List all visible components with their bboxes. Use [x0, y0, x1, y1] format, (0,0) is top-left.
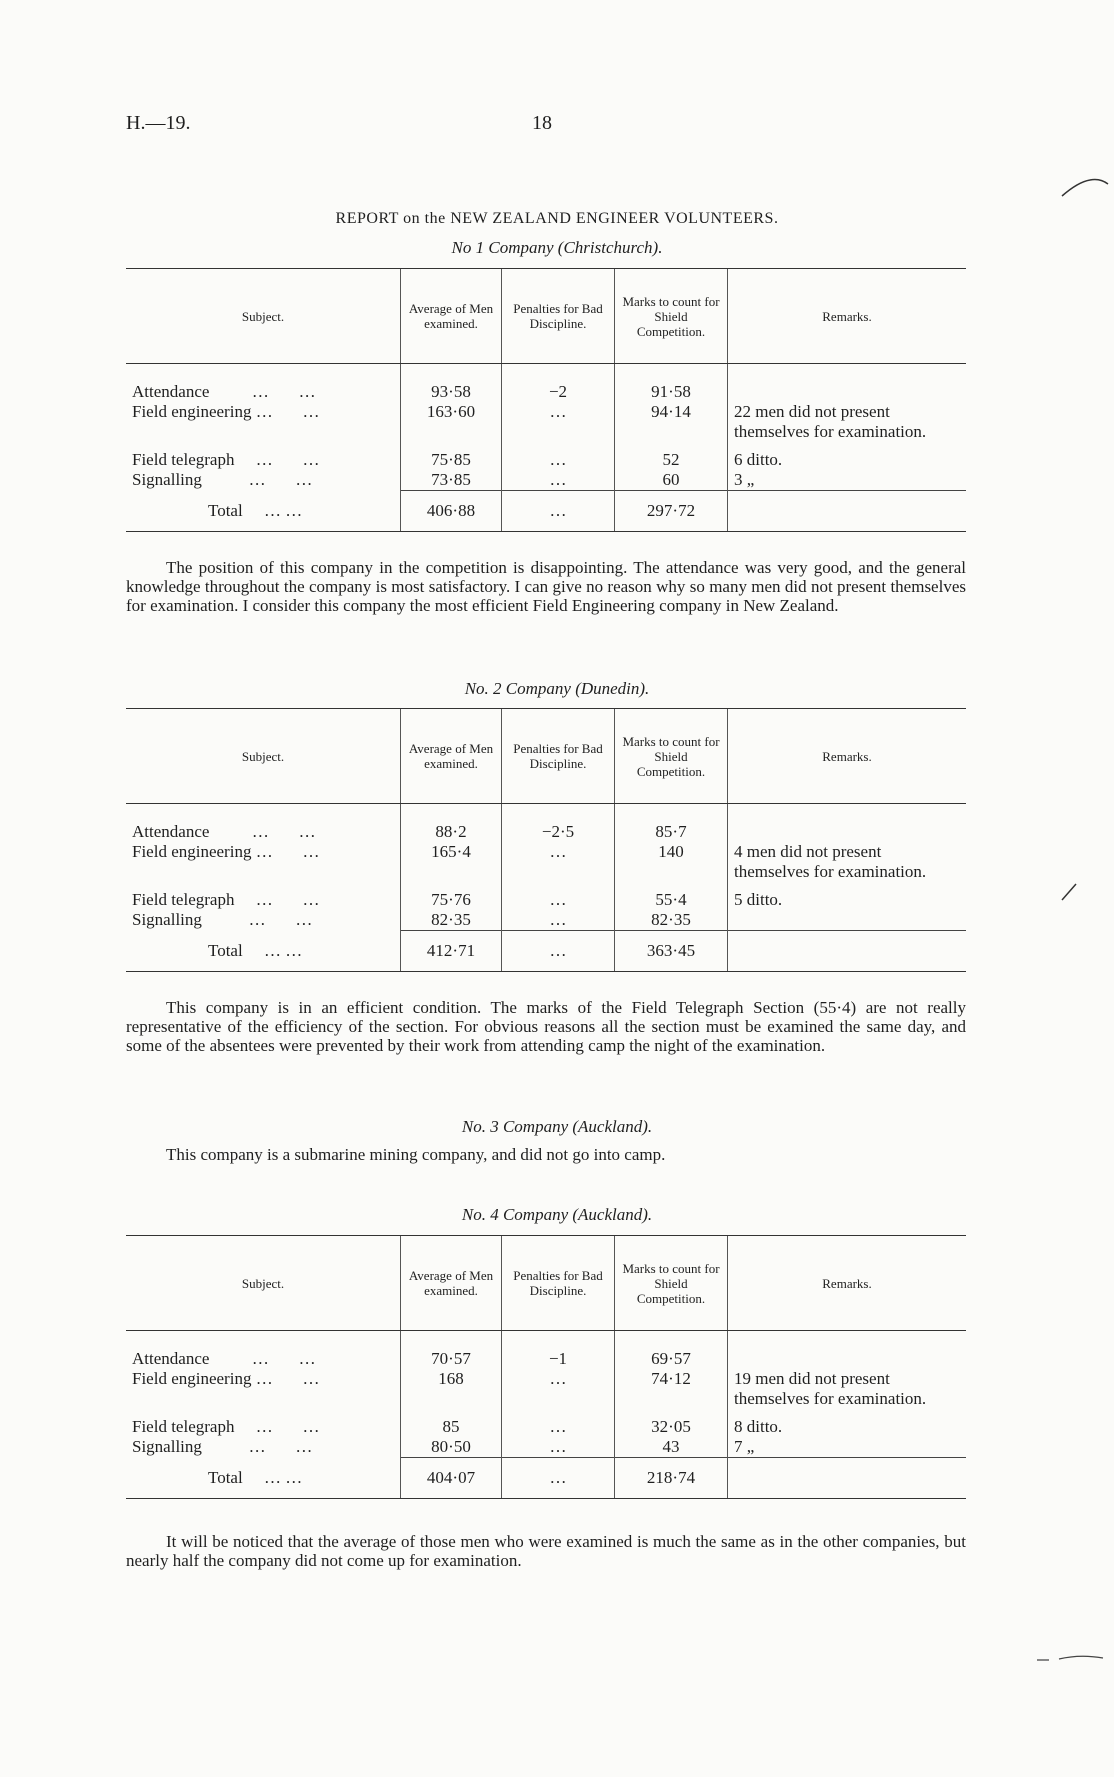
total-row	[126, 491, 966, 532]
total-marks: 297·72	[615, 491, 728, 532]
company-1-heading: No 1 Company (Christchurch).	[451, 238, 663, 257]
row-remarks: 8 ditto.	[728, 1417, 967, 1437]
row-subject: Signalling … …	[132, 910, 313, 929]
row-marks: 94·14	[615, 402, 728, 450]
row-marks: 55·4	[615, 890, 728, 910]
row-average: 70·57	[401, 1349, 502, 1369]
row-subject: Field engineering … …	[132, 402, 320, 421]
row-marks: 69·57	[615, 1349, 728, 1369]
column-subject: Subject.	[126, 269, 401, 364]
row-marks: 140	[615, 842, 728, 890]
row-subject: Attendance … …	[132, 382, 316, 401]
row-average: 80·50	[401, 1437, 502, 1458]
row-penalties: −2·5	[502, 822, 615, 842]
table-row	[126, 822, 966, 842]
report-title: REPORT on the NEW ZEALAND ENGINEER VOLUNTEERS.	[335, 210, 779, 227]
table-row	[126, 890, 966, 910]
total-penalties: …	[502, 491, 615, 532]
column-marks: Marks to count for Shield Competition.	[615, 1236, 728, 1331]
company-4-table	[126, 1235, 966, 1499]
row-average: 73·85	[401, 470, 502, 491]
table-row	[126, 1437, 966, 1458]
row-average: 75·76	[401, 890, 502, 910]
company-1-paragraph: The position of this company in the competition is disappointing. The attendance was very good, and the general knowledge throughout the company is most satisfactory. I can give no reason why so many men did not present themselves for examination. I consider this company the most efficient Field Engineering company in New Zealand.	[126, 558, 966, 615]
row-penalties: −1	[502, 1349, 615, 1369]
table-row	[126, 450, 966, 470]
company-4-heading: No. 4 Company (Auckland).	[461, 1205, 653, 1224]
margin-mark	[1060, 172, 1110, 202]
row-subject: Field telegraph … …	[132, 1417, 320, 1436]
margin-mark	[1060, 880, 1080, 904]
row-average: 165·4	[401, 842, 502, 890]
total-row	[126, 931, 966, 972]
row-average: 75·85	[401, 450, 502, 470]
row-subject: Signalling … …	[132, 1437, 313, 1456]
table-row	[126, 910, 966, 931]
row-remarks: 5 ditto.	[728, 890, 967, 910]
column-subject: Subject.	[126, 709, 401, 804]
table-row	[126, 1417, 966, 1437]
row-subject: Field telegraph … …	[132, 890, 320, 909]
total-leader-dots: … …	[263, 500, 303, 520]
company-2-heading: No. 2 Company (Dunedin).	[464, 679, 650, 698]
row-average: 85	[401, 1417, 502, 1437]
row-average: 88·2	[401, 822, 502, 842]
row-penalties: …	[502, 1417, 615, 1437]
total-average: 406·88	[401, 491, 502, 532]
page-header	[126, 112, 988, 142]
total-label: Total	[208, 1467, 243, 1487]
column-penalties: Penalties for Bad Discipline.	[502, 269, 615, 364]
total-penalties: …	[502, 931, 615, 972]
row-penalties: …	[502, 1437, 615, 1458]
column-average: Average of Men examined.	[401, 269, 502, 364]
table-row	[126, 402, 966, 450]
column-penalties: Penalties for Bad Discipline.	[502, 709, 615, 804]
total-label: Total	[208, 940, 243, 960]
company-3-paragraph: This company is a submarine mining company, and did not go into camp.	[166, 1145, 666, 1164]
row-remarks: 6 ditto.	[728, 450, 967, 470]
row-marks: 82·35	[615, 910, 728, 931]
column-average: Average of Men examined.	[401, 709, 502, 804]
row-remarks: 4 men did not present themselves for examination.	[728, 842, 967, 890]
row-remarks: 3 „	[728, 470, 967, 491]
row-marks: 74·12	[615, 1369, 728, 1417]
company-3-heading: No. 3 Company (Auckland).	[461, 1117, 653, 1136]
margin-mark	[1035, 1650, 1105, 1666]
table-row	[126, 1349, 966, 1369]
row-penalties: …	[502, 402, 615, 450]
row-penalties: …	[502, 842, 615, 890]
column-average: Average of Men examined.	[401, 1236, 502, 1331]
total-marks: 218·74	[615, 1458, 728, 1499]
company-2-table	[126, 708, 966, 972]
row-average: 93·58	[401, 382, 502, 402]
row-penalties: …	[502, 470, 615, 491]
total-leader-dots: … …	[263, 940, 303, 960]
table-row	[126, 470, 966, 491]
row-subject: Field engineering … …	[132, 1369, 320, 1388]
table-row	[126, 842, 966, 890]
column-remarks: Remarks.	[728, 1236, 967, 1331]
row-penalties: …	[502, 450, 615, 470]
row-marks: 91·58	[615, 382, 728, 402]
column-marks: Marks to count for Shield Competition.	[615, 709, 728, 804]
row-penalties: −2	[502, 382, 615, 402]
row-remarks: 22 men did not present themselves for examination.	[728, 402, 967, 450]
row-remarks	[728, 910, 967, 931]
document-code: H.—19.	[126, 112, 191, 134]
column-remarks: Remarks.	[728, 269, 967, 364]
total-marks: 363·45	[615, 931, 728, 972]
column-remarks: Remarks.	[728, 709, 967, 804]
company-4-paragraph: It will be noticed that the average of those men who were examined is much the same as in the other companies, but nearly half the company did not come up for examination.	[126, 1532, 966, 1570]
row-remarks: 19 men did not present themselves for examination.	[728, 1369, 967, 1417]
row-marks: 60	[615, 470, 728, 491]
row-subject: Attendance … …	[132, 822, 316, 841]
table-row	[126, 382, 966, 402]
row-marks: 85·7	[615, 822, 728, 842]
company-2-paragraph: This company is in an efficient condition. The marks of the Field Telegraph Section (55·4) are not really representative of the efficiency of the section. For obvious reasons all the section must be examined the same day, and some of the absentees were prevented by their work from attending camp the night of the examination.	[126, 998, 966, 1055]
total-average: 412·71	[401, 931, 502, 972]
row-marks: 32·05	[615, 1417, 728, 1437]
total-penalties: …	[502, 1458, 615, 1499]
row-penalties: …	[502, 1369, 615, 1417]
row-average: 163·60	[401, 402, 502, 450]
row-remarks	[728, 822, 967, 842]
total-leader-dots: … …	[263, 1467, 303, 1487]
row-marks: 43	[615, 1437, 728, 1458]
total-row	[126, 1458, 966, 1499]
company-1-table	[126, 268, 966, 532]
total-label: Total	[208, 500, 243, 520]
row-average: 168	[401, 1369, 502, 1417]
row-marks: 52	[615, 450, 728, 470]
row-remarks	[728, 1349, 967, 1369]
column-penalties: Penalties for Bad Discipline.	[502, 1236, 615, 1331]
row-average: 82·35	[401, 910, 502, 931]
row-subject: Field engineering … …	[132, 842, 320, 861]
row-penalties: …	[502, 890, 615, 910]
column-marks: Marks to count for Shield Competition.	[615, 269, 728, 364]
row-subject: Signalling … …	[132, 470, 313, 489]
row-remarks	[728, 382, 967, 402]
page-number: 18	[532, 112, 552, 134]
total-average: 404·07	[401, 1458, 502, 1499]
column-subject: Subject.	[126, 1236, 401, 1331]
table-row	[126, 1369, 966, 1417]
row-penalties: …	[502, 910, 615, 931]
row-subject: Attendance … …	[132, 1349, 316, 1368]
row-subject: Field telegraph … …	[132, 450, 320, 469]
row-remarks: 7 „	[728, 1437, 967, 1458]
